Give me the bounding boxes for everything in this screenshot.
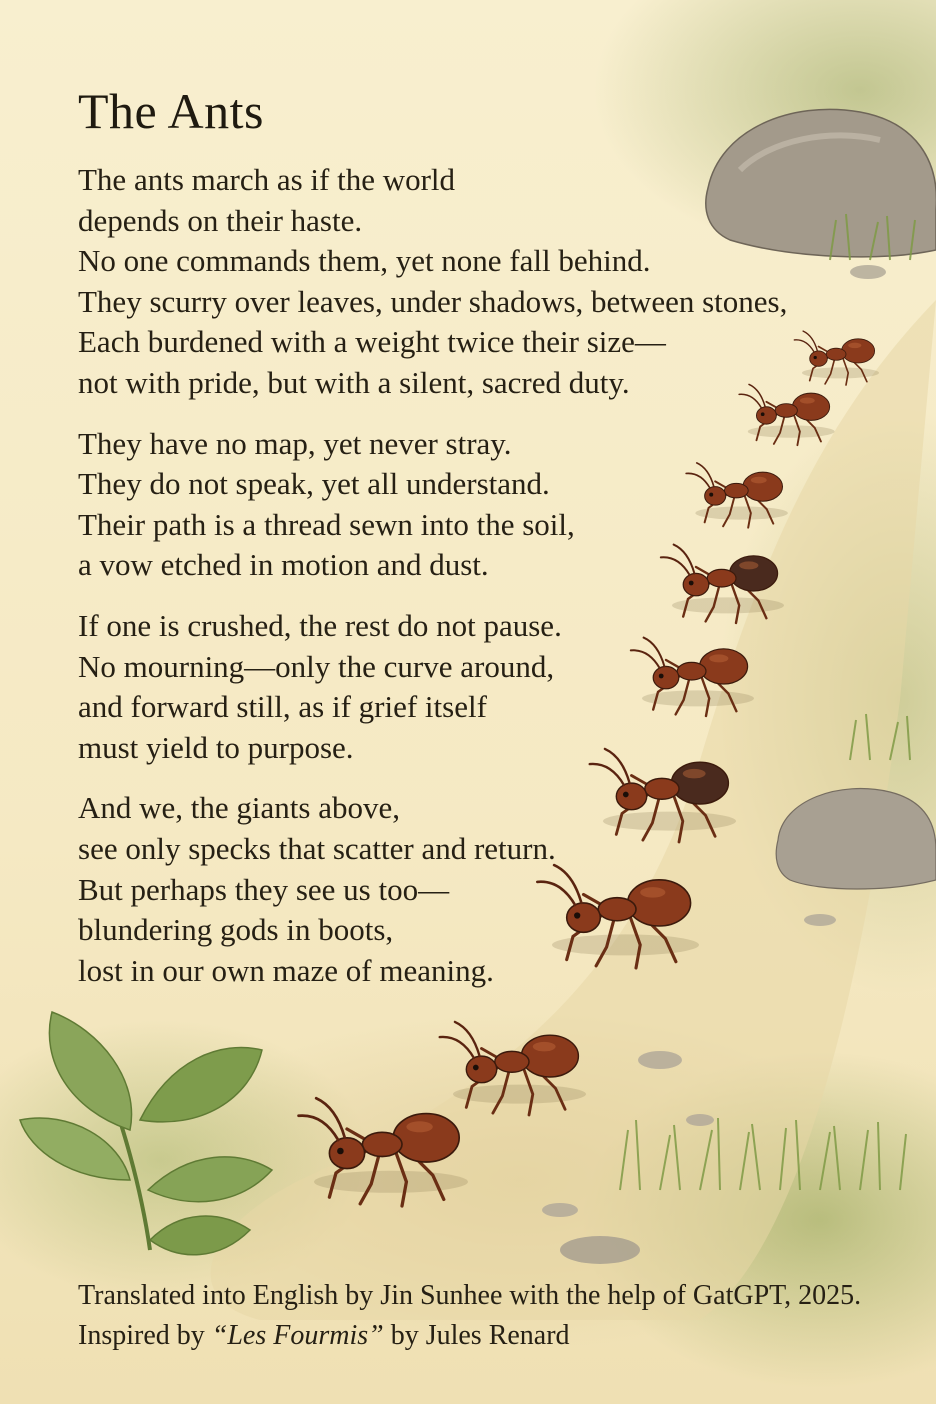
credits	[78, 1276, 928, 1356]
poem-line: And we, the giants above,	[78, 790, 400, 826]
leaf	[140, 1048, 262, 1122]
poem-body	[78, 160, 838, 1011]
poem-line: lost in our own maze of meaning.	[78, 952, 494, 988]
poem-line: must yield to purpose.	[78, 729, 354, 765]
poem-line: They do not speak, yet all understand.	[78, 466, 550, 502]
poem-line: No mourning—only the curve around,	[78, 648, 555, 684]
poem-line: a vow etched in motion and dust.	[78, 547, 489, 583]
poem-line: blundering gods in boots,	[78, 912, 394, 948]
stanza	[78, 424, 838, 586]
stanza	[78, 606, 838, 768]
inspired-prefix: Inspired by	[78, 1320, 212, 1351]
poem-line: Each burdened with a weight twice their size—	[78, 324, 666, 360]
leaf	[148, 1157, 272, 1202]
inspiration-credit	[78, 1316, 928, 1356]
poem-line: They have no map, yet never stray.	[78, 425, 512, 461]
poem-line: But perhaps they see us too—	[78, 871, 450, 907]
poem-line: The ants march as if the world	[78, 162, 456, 197]
translation-credit: Translated into English by Jin Sunhee with the help of GatGPT, 2025.	[78, 1280, 862, 1311]
poem-line: They scurry over leaves, under shadows, between stones,	[78, 283, 788, 319]
poem-line: and forward still, as if grief itself	[78, 689, 487, 725]
inspired-suffix: by Jules Renard	[383, 1320, 570, 1351]
inspired-work-title: “Les Fourmis”	[211, 1320, 384, 1351]
poem-line: If one is crushed, the rest do not pause.	[78, 607, 562, 643]
poem-title: The Ants	[78, 83, 264, 139]
poem-line: depends on their haste.	[78, 202, 363, 238]
poem-line: not with pride, but with a silent, sacred duty.	[78, 364, 630, 400]
stanza	[78, 788, 838, 991]
leaf	[49, 1012, 131, 1130]
poem-line: see only specks that scatter and return.	[78, 830, 556, 866]
leaf	[20, 1118, 130, 1180]
poem-line: Their path is a thread sewn into the soil,	[78, 506, 575, 542]
leaf-plant	[20, 1012, 272, 1255]
poem-line: No one commands them, yet none fall behind.	[78, 243, 651, 279]
stanza	[78, 160, 838, 404]
